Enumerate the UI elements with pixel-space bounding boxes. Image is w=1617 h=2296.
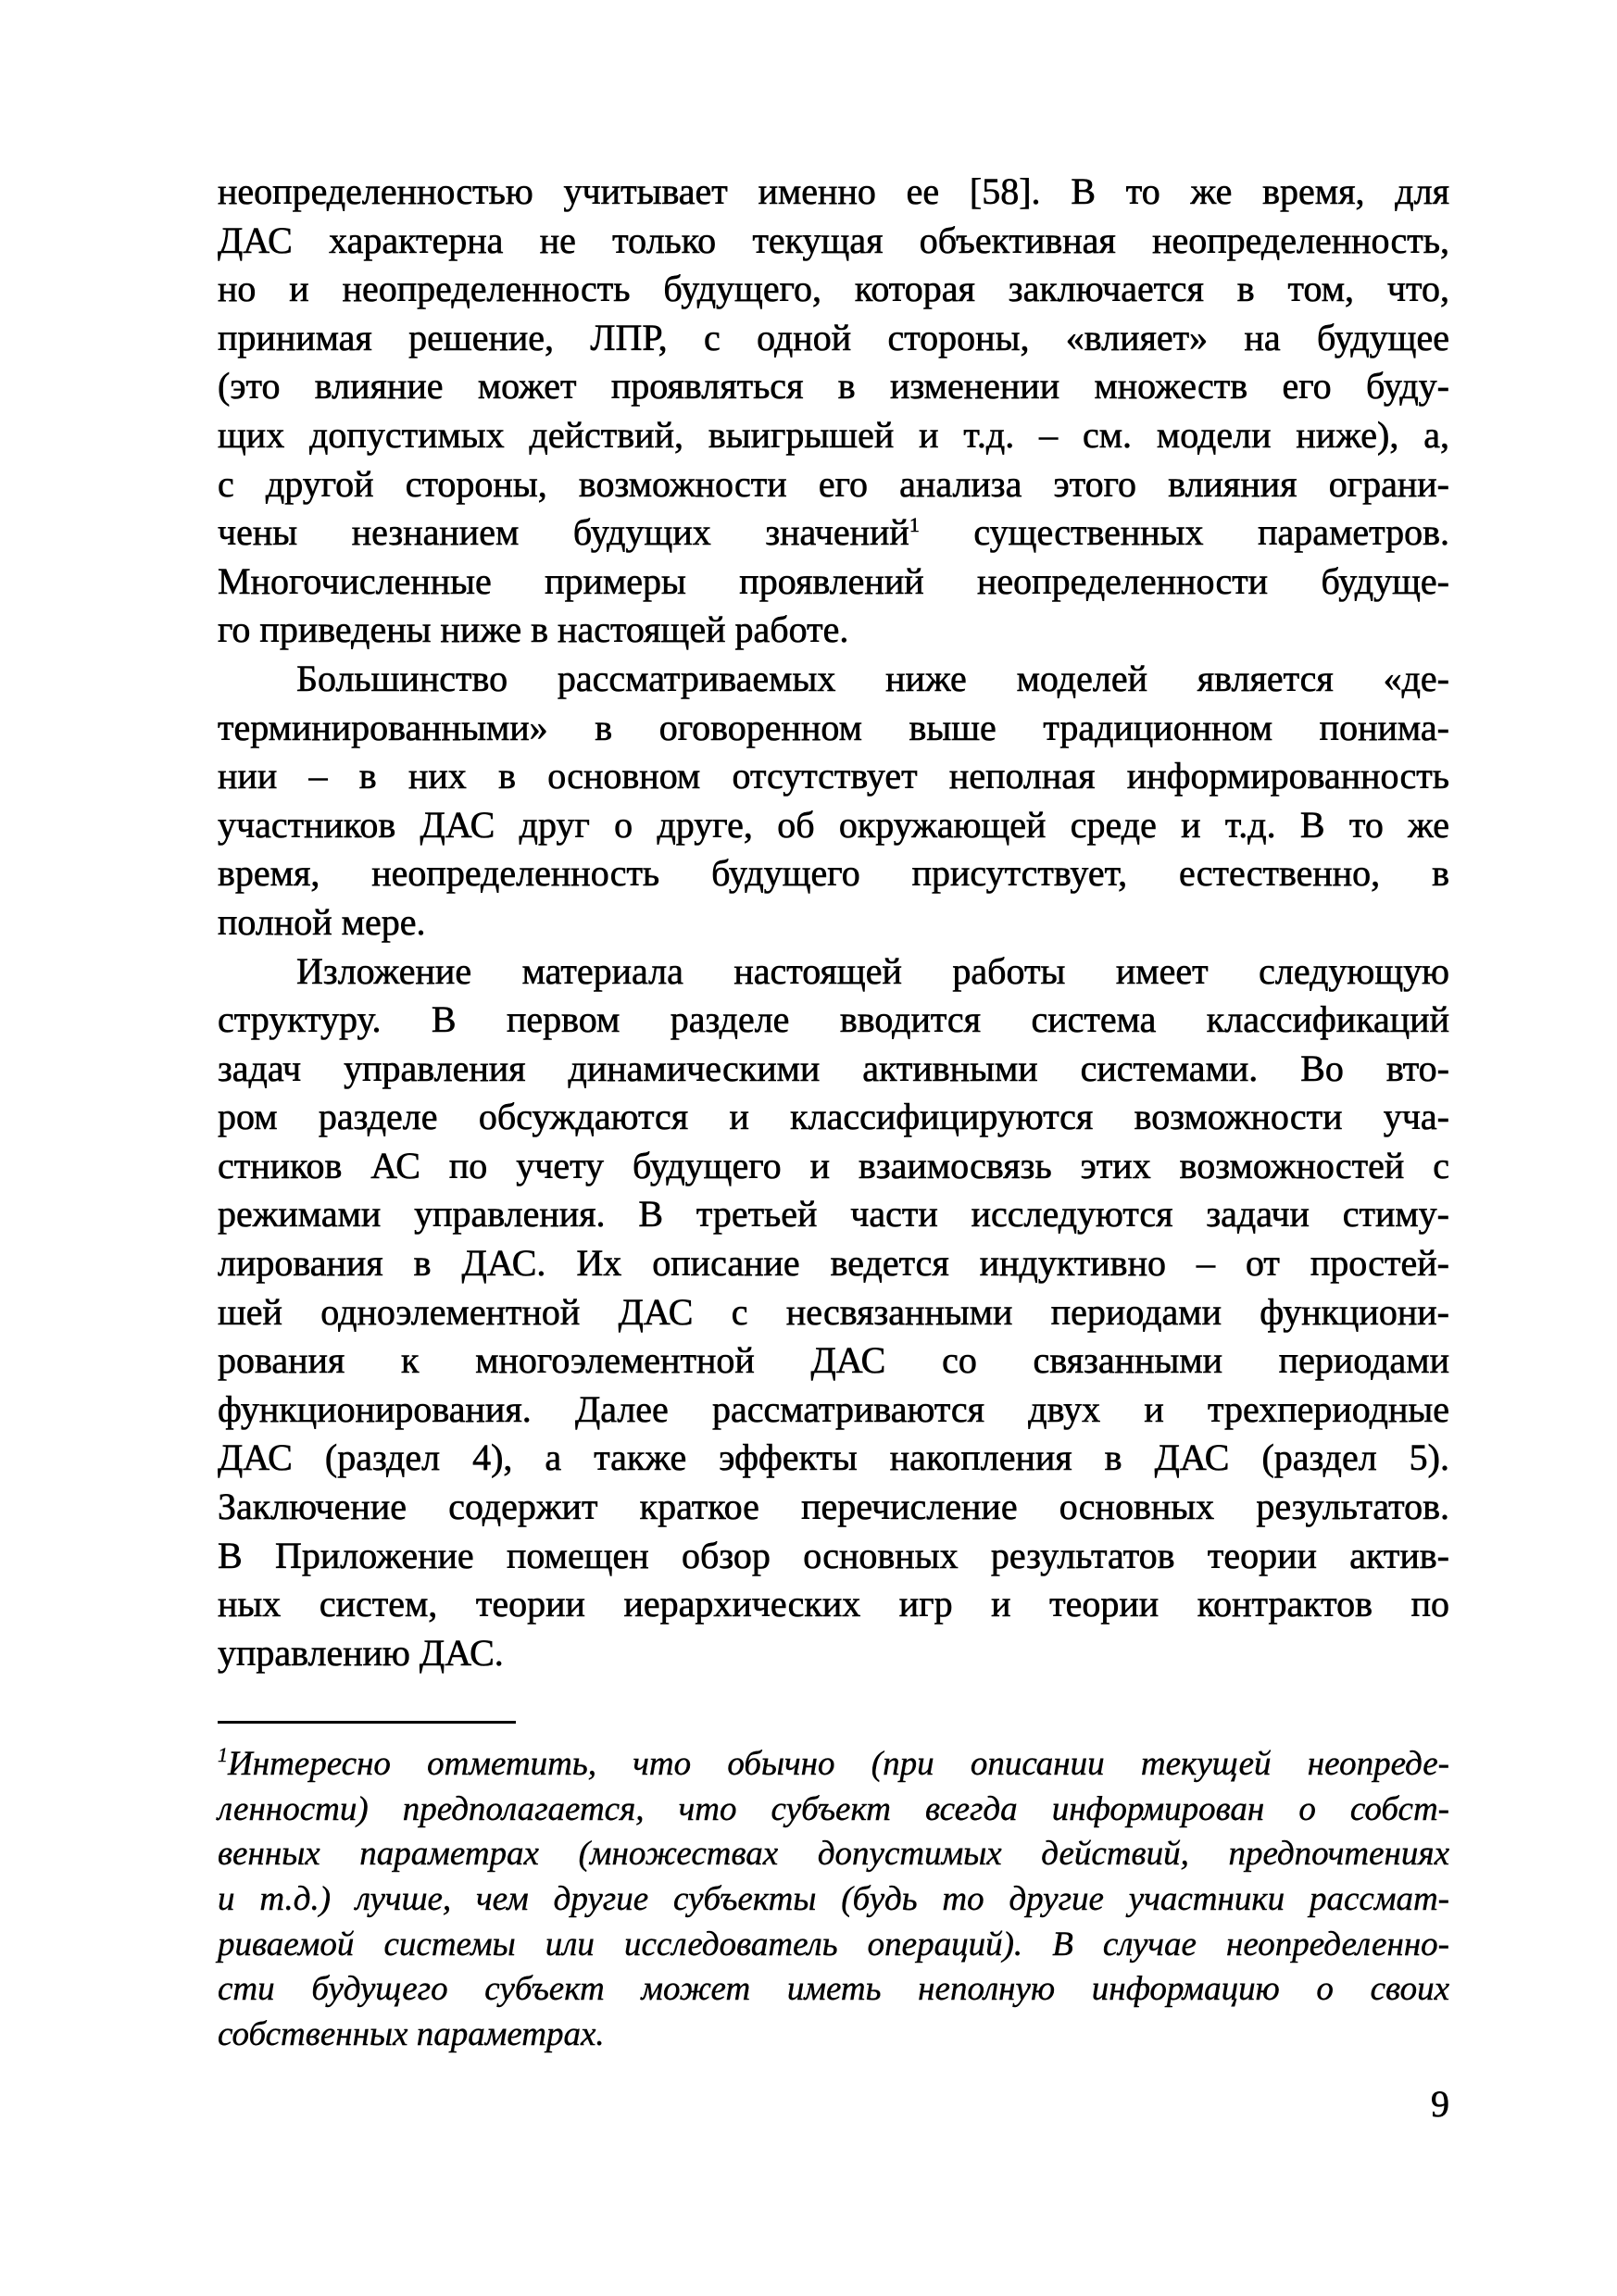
- footnote-line: и т.д.) лучше, чем другие субъекты (будь то другие участники рассмат-: [218, 1880, 1449, 1919]
- text-line: задач управления динамическими активными системами. Во вто-: [218, 1047, 1449, 1089]
- text-line: ДАС (раздел 4), а также эффекты накопления в ДАС (раздел 5).: [218, 1437, 1449, 1479]
- text-line: функционирования. Далее рассматриваются двух и трехпериодные: [218, 1387, 1449, 1430]
- footnote-line: риваемой системы или исследователь операций). В случае неопределенно-: [218, 1925, 1449, 1964]
- text-line: Большинство рассматриваемых ниже моделей является «де-: [296, 657, 1449, 699]
- text-line: шей одноэлементной ДАС с несвязанными периодами функциони-: [218, 1290, 1449, 1333]
- text-line: В Приложение помещен обзор основных результатов теории актив-: [218, 1534, 1449, 1576]
- text-line: чены незнанием будущих значений$^1$ существенных параметров.: [218, 511, 1449, 554]
- text-line: принимая решение, ЛПР, с одной стороны, «влияет» на будущее: [218, 316, 1449, 358]
- text-line: с другой стороны, возможности его анализа этого влияния ограни-: [218, 462, 1449, 505]
- footnote: [218, 1742, 1449, 2058]
- text-line: стников АС по учету будущего и взаимосвязь этих возможностей с: [218, 1144, 1449, 1186]
- text-line: ных систем, теории иерархических игр и теории контрактов по: [218, 1583, 1449, 1625]
- body-text: [218, 168, 1449, 1677]
- footnote-line: собственных параметрах.: [218, 2015, 605, 2054]
- text-line: лирования в ДАС. Их описание ведется индуктивно – от простей-: [218, 1242, 1449, 1285]
- footnote-reference: 1: [909, 513, 920, 537]
- text-line: но и неопределенность будущего, которая заключается в том, что,: [218, 268, 1449, 310]
- text-line: щих допустимых действий, выигрышей и т.д. – см. модели ниже), а,: [218, 413, 1449, 456]
- text-line: Многочисленные примеры проявлений неопределенности будуще-: [218, 559, 1449, 602]
- text-line: время, неопределенность будущего присутствует, естественно, в: [218, 852, 1449, 895]
- paragraph: [218, 947, 1449, 1678]
- footnote-text: Интересно отметить, что обычно (при описании текущей неопреде-: [228, 1745, 1449, 1783]
- text-line: Изложение материала настоящей работы имеет следующую: [296, 949, 1449, 992]
- paragraph: [218, 655, 1449, 947]
- footnote-marker: 1: [218, 1743, 228, 1766]
- footnote-line: сти будущего субъект может иметь неполную информацию о своих: [218, 1970, 1449, 2009]
- text-line: полной мере.: [218, 900, 426, 943]
- paragraph: [218, 168, 1449, 655]
- text-line: структуру. В первом разделе вводится система классификаций: [218, 998, 1449, 1041]
- text-line: терминированными» в оговоренном выше традиционном понима-: [218, 706, 1449, 748]
- page-number: 9: [1431, 2083, 1449, 2125]
- text-line: го приведены ниже в настоящей работе.: [218, 609, 849, 651]
- footnote-line: венных параметрах (множествах допустимых действий, предпочтениях: [218, 1835, 1449, 1874]
- text-line: ДАС характерна не только текущая объективная неопределенность,: [218, 219, 1449, 261]
- text-line: нии – в них в основном отсутствует неполная информированность: [218, 755, 1449, 797]
- footnote-divider: [218, 1721, 516, 1724]
- text-line: рования к многоэлементной ДАС со связанными периодами: [218, 1339, 1449, 1382]
- footnote-line: ленности) предполагается, что субъект всегда информирован о собст-: [218, 1789, 1449, 1828]
- text-line: участников ДАС друг о друге, об окружающей среде и т.д. В то же: [218, 803, 1449, 846]
- text-line: (это влияние может проявляться в изменении множеств его буду-: [218, 365, 1449, 408]
- text-line: неопределенностью учитывает именно ее [58]. В то же время, для: [218, 170, 1449, 212]
- text-line: режимами управления. В третьей части исследуются задачи стиму-: [218, 1193, 1449, 1236]
- text-line: Заключение содержит краткое перечисление основных результатов.: [218, 1486, 1449, 1528]
- text-line: управлению ДАС.: [218, 1631, 504, 1674]
- text-line: ром разделе обсуждаются и классифицируются возможности уча-: [218, 1096, 1449, 1138]
- footnote-line: [218, 1742, 1449, 1788]
